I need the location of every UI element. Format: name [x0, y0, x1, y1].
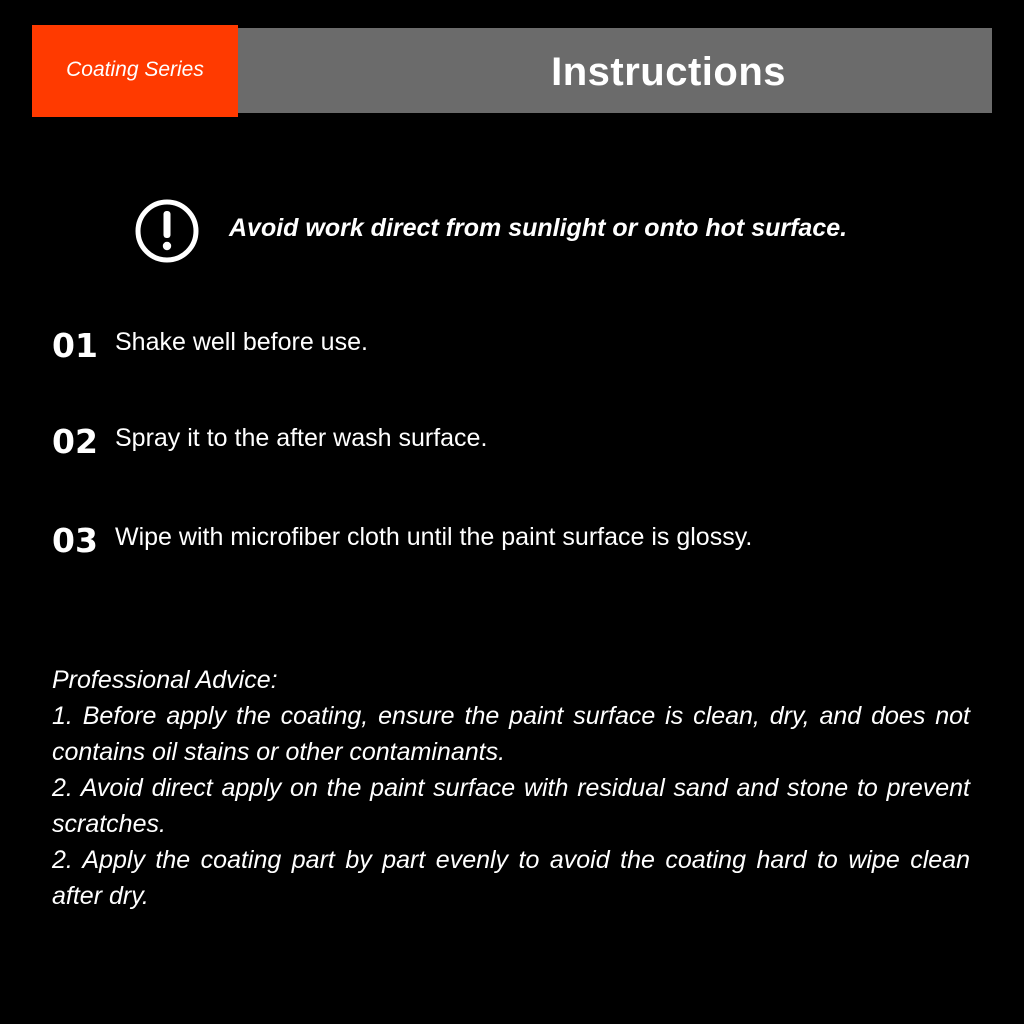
step-item [52, 326, 982, 374]
warning-notice [134, 198, 934, 264]
step-number: 03 [52, 521, 98, 560]
step-item [52, 422, 982, 470]
professional-advice [52, 662, 970, 914]
advice-item: 2. Avoid direct apply on the paint surface with residual sand and stone to prevent scratches. [52, 774, 970, 838]
step-text: Wipe with microfiber cloth until the paint surface is glossy. [115, 523, 753, 551]
step-number: 01 [52, 326, 98, 365]
advice-heading: Professional Advice: [52, 666, 278, 694]
advice-item: 2. Apply the coating part by part evenly to avoid the coating hard to wipe clean after dry. [52, 846, 970, 910]
step-text: Shake well before use. [115, 328, 368, 356]
header-bar [238, 28, 992, 113]
exclamation-circle-icon [134, 198, 200, 264]
advice-item: 1. Before apply the coating, ensure the paint surface is clean, dry, and does not contains oil stains or other contaminants. [52, 702, 970, 766]
step-item [52, 521, 982, 569]
step-number: 02 [52, 422, 98, 461]
page-title: Instructions [551, 50, 786, 94]
warning-text: Avoid work direct from sunlight or onto hot surface. [229, 214, 848, 242]
series-badge: Coating Series [32, 25, 238, 117]
step-text: Spray it to the after wash surface. [115, 424, 488, 452]
